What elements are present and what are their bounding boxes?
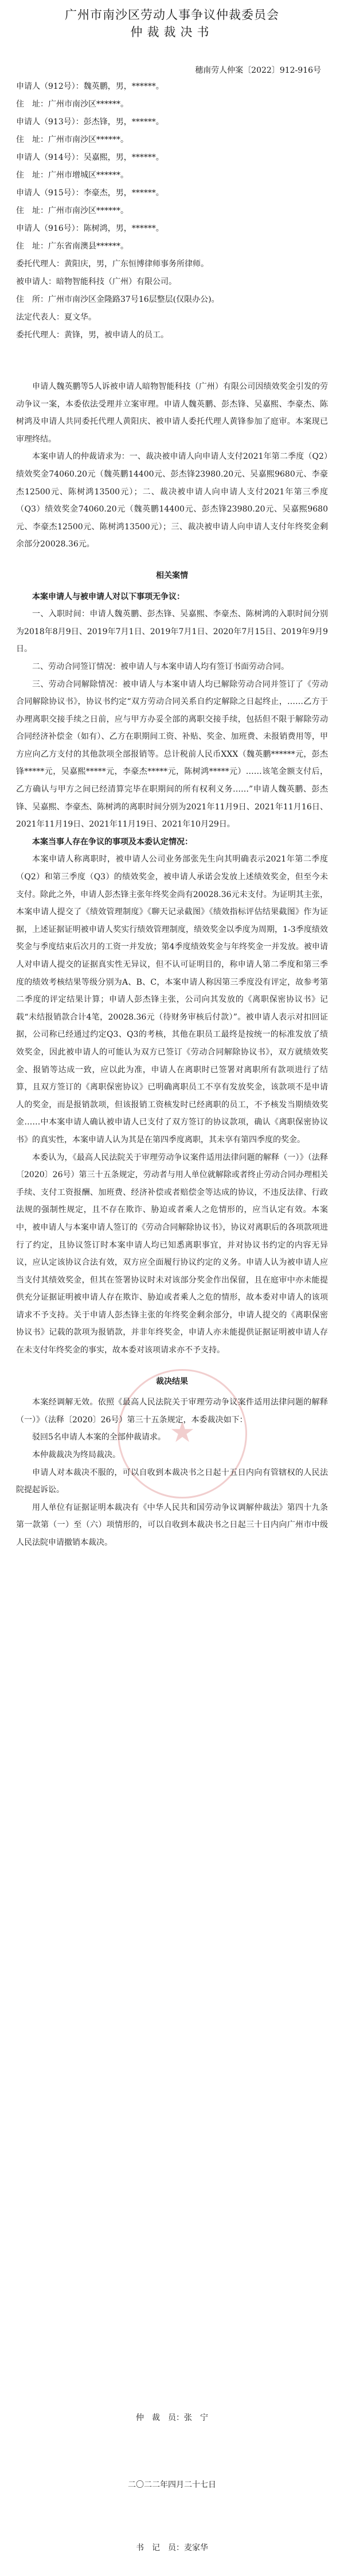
body-paragraph: 申请人对本裁决不服的，可以自收到本裁决书之日起十五日内向有管辖权的人民法院提起诉讼。 [16,1468,328,1495]
body-paragraph: 申请人魏英鹏等5人诉被申请人暗物智能科技（广州）有限公司因绩效奖金引发的劳动争议一案，本委依法受理并立案审理。申请人魏英鹏、彭杰锋、吴嘉熙、李豪杰、陈树鸿及申请人共同委托代理人黄阳庆、被申请人委托代理人黄锋参加了庭审。本案现已审理终结。 [16,382,328,444]
body-paragraph: 本案申请人与被申请人对以下事项无争议： [32,592,185,601]
body-paragraph: 一、入职时间：申请人魏英鹏、彭杰锋、吴嘉熙、李豪杰、陈树鸿的入职时间分别为2018年8月9日、2019年7月1日、2019年7月1日、2020年7月15日、2019年9月9日。 [16,609,328,654]
party-line: 申请人（912号）：魏英鹏，男，******。 [16,82,164,91]
party-line: 委托代理人：黄阳庆，男，广东恒博律师事务所律师。 [16,259,209,269]
section-heading: 相关案情 [156,571,188,580]
document-title: 仲裁裁决书 [130,25,214,39]
party-line: 住 所：广州市南沙区金隆路37号16层整层(仅限办公)。 [16,295,220,304]
party-line: 住 址：广州市南沙区******。 [16,100,128,109]
award-date: 二〇二二年四月二十七日 [128,2480,216,2490]
body-paragraph: 本委认为，《最高人民法院关于审理劳动争议案件适用法律问题的解释（一）》（法释〔2020〕26号）第三十五条规定，劳动者与用人单位就解除或者终止劳动合同办理相关手续、支付工资报酬、加班费、经济补偿或者赔偿金等达成的协议，不违反法律、行政法规的强制性规定，且不存在欺诈、胁迫或者乘人之危情形的，应当认定有效。本案中，被申请人与本案申请人签订的《劳动合同解除协议书》，协议对离职后的各项款项进行了约定，且协议签订时本案申请人均已知悉离职事宜，并对协议书约定的内容无异议，应认定该协议合法有效，双方应全面履行协议约定的义务。申请人认为被申请人应当支付其绩效奖金，但其在签署协议时未对该部分奖金作出保留，且在庭审中亦未能提供充分证据证明被申请人存在欺诈、胁迫或者乘人之危的情形，故本委对申请人的该项请求不予支持。关于申请人彭杰锋主张的年终奖金剩余部分，申请人提交的《离职保密协议书》记载的款项为报销款，并非年终奖金，申请人亦未能提供证据证明被申请人存在未支付年终奖金的事实，故本委对该项请求亦不予支持。 [16,1153,328,1355]
award-body [16,378,328,1552]
party-line: 申请人（914号）：吴嘉熙，男，******。 [16,153,164,162]
party-line: 住 址：广东省南澳县******。 [16,242,128,251]
clerk-signature: 书 记 员：麦家华 [136,2543,208,2553]
body-paragraph: 本案申请人的仲裁请求为：一、裁决被申请人向申请人支付2021年第二季度（Q2）绩效奖金74060.20元（魏英鹏14400元、彭杰锋23980.20元、吴嘉熙9680元、李豪杰12500元、陈树鸿13500元）；二、裁决被申请人向申请人支付2021年第三季度（Q3）绩效奖金74060.20元（魏英鹏14400元、彭杰锋23980.20元、吴嘉熙9680元、李豪杰12500元、陈树鸿13500元）；三、裁决被申请人向申请人支付年终奖金剩余部分20028.36元。 [16,452,328,549]
case-number: 穗南劳人仲案〔2022〕912-916号 [195,66,321,75]
arbitrator-signature: 仲 裁 员：张 宁 [136,2413,208,2422]
party-line: 住 址：广州市南沙区******。 [16,135,128,144]
party-line: 申请人（913号）：彭杰锋，男，******。 [16,117,164,127]
body-paragraph: 三、劳动合同解除情况：被申请人与本案申请人均已解除劳动合同并签订了《劳动合同解除协议书》，协议书约定“双方劳动合同关系自约定解除之日起终止，……乙方于办理离职交接手续之日前，应与甲方办妥全部的离职交接手续，包括但不限于解除劳动合同经济补偿金（如有）、乙方在职期间工资、补贴、奖金、加班费、未报销费用等，甲方应向乙方支付的其他款项全部报销等。总计税前人民币XXX（魏英鹏******元，彭杰锋*****元，吴嘉熙*****元，李豪杰*****元，陈树鸿*****元）……该笔金额支付后，乙方确认与甲方之间已经清算完毕在职期间的所有权利义务……”申请人魏英鹏、彭杰锋、吴嘉熙、李豪杰、陈树鸿的离职时间分别为2021年11月9日、2021年11月16日、2021年11月19日、2021年11月19日、2021年10月29日。 [16,679,328,829]
party-list [16,78,326,344]
org-title: 广州市南沙区劳动人事争议仲裁委员会 [65,8,279,22]
party-line: 申请人（915号）：李豪杰，男，******。 [16,188,164,198]
party-line: 被申请人：暗物智能科技（广州）有限公司。 [16,277,177,286]
party-line: 住 址：广州市增城区******。 [16,171,128,180]
body-paragraph: 驳回5名申请人本案的全部仲裁请求。 [32,1433,166,1442]
body-paragraph: 本案当事人存在争议的事项及本委认定情况： [32,837,193,847]
party-line: 法定代表人：夏文华。 [16,313,96,322]
section-heading: 裁决结果 [156,1377,188,1386]
body-paragraph: 用人单位有证据证明本裁决有《中华人民共和国劳动争议调解仲裁法》第四十九条第一款第（一）至（六）项情形的，可以自收到本裁决书之日起三十日内向广州市中级人民法院申请撤销本裁决。 [16,1503,328,1547]
body-paragraph: 本案经调解无效。依照《最高人民法院关于审理劳动争议案件适用法律问题的解释（一）》（法释〔2020〕26号）第三十五条规定，本委裁决如下： [16,1398,328,1425]
party-line: 申请人（916号）：陈树鸿，男，******。 [16,224,164,233]
seal-star-icon: ★ [169,1415,196,1449]
body-paragraph: 本案申请人称离职时，被申请人公司业务部张先生向其明确表示2021年第二季度（Q2）和第三季度（Q3）的绩效奖金，被申请人承诺会发放上述绩效奖金，但至今未支付。除此之外，申请人彭杰锋主张年终奖金尚有20028.36元未支付。为证明其主张，本案申请人提交了《绩效管理制度》《聊天记录截图》《绩效指标评估结果截图》作为证据，上述证据证明被申请人奖实行绩效管理制度，绩效奖金以季度为周期，1-3季度绩效奖金与季度结束后次月的工资一并发放；第4季度绩效奖金与年终奖金一并发放。被申请人对申请人提交的证据真实性无异议，但不认可证明目的，称申请人第二季度和第三季度的绩效考核结果等级分别为A、B、C，本案申请人称因第三季度没有评定，故参考第二季度的评定结果计算；申请人彭杰锋主张，公司向其发放的《离职保密协议书》记载“未结报销款合计4笔，20028.36元（待财务审核后付款）”。被申请人表示对扣回证据，公司称已经通过约定Q3、Q3的考核，其他在职员工最终是按统一的标准发放了绩效奖金，因此被申请人的可能认为双方已签订《劳动合同解除协议书》，双方就绩效奖金、报销等达成一致，应以此为准，申请人在离职时已签署对离职所有款项进行了结算，且双方签订的《离职保密协议》已明确离职员工不享有发放奖金，该款项不是申请人的奖金，而是报销款项，但该报销工资核发时已经离职的员工，不予核发当期绩效奖金……中本案申请人确认被申请人已支付了双方签订的协议款项，确认《离职保密协议书》的真实性，本案申请人认为其是在第四季度离职，其未享有第四季度的奖金。 [16,855,328,1145]
party-line: 住 址：广州市南沙区******。 [16,206,128,215]
party-line: 委托代理人：黄锋，男，被申请人的员工。 [16,331,169,340]
body-paragraph: 二、劳动合同签订情况：被申请人与本案申请人均有签订书面劳动合同。 [32,662,289,671]
body-paragraph: 本仲裁裁决为终局裁决。 [32,1450,120,1460]
